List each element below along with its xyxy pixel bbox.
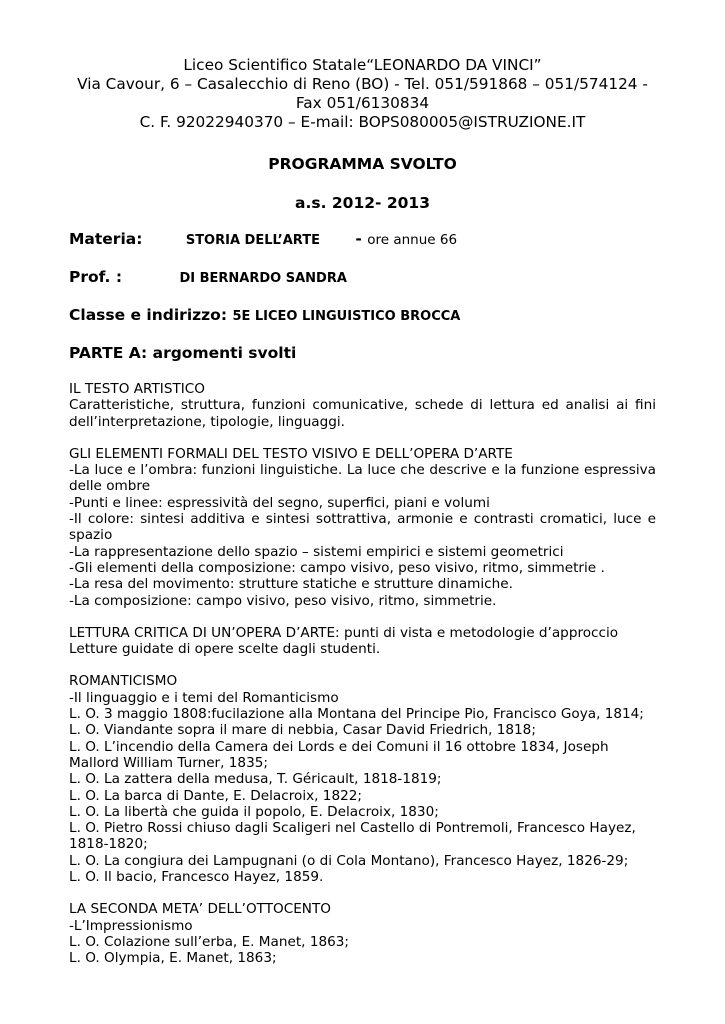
list-item: L. O. La barca di Dante, E. Delacroix, 1822; (69, 787, 362, 804)
list-item: -Il colore: sintesi additiva e sintesi sottrattiva, armonie e contrasti cromatici, luce e spazio (69, 511, 656, 544)
materia-hours: ore annue 66 (367, 232, 458, 248)
list-item: L. O. Viandante sopra il mare di nebbia, Casar David Friedrich, 1818; (69, 722, 536, 739)
section-seconda-meta-ottocento (69, 901, 656, 966)
list-item: -Il linguaggio e i temi del Romanticismo (69, 689, 339, 706)
list-item: L. O. 3 maggio 1808:fucilazione alla Montana del Principe Pio, Francisco Goya, 1814; (69, 706, 644, 723)
section-testo-artistico (69, 381, 656, 430)
materia-dash: - (355, 230, 362, 248)
prof-value: DI BERNARDO SANDRA (179, 271, 347, 286)
section-lettura-critica (69, 625, 656, 658)
school-address: Via Cavour, 6 – Casalecchio di Reno (BO) - Tel. 051/591868 – 051/574124 - (77, 75, 648, 93)
section-romanticismo (69, 673, 656, 885)
section-text: Letture guidate di opere scelte dagli studenti. (69, 641, 381, 658)
school-fiscal-email: C. F. 92022940370 – E-mail: BOPS080005@ISTRUZIONE.IT (139, 113, 586, 131)
section-heading: GLI ELEMENTI FORMALI DEL TESTO VISIVO E DELL’OPERA D’ARTE (69, 445, 513, 462)
section-heading: LA SECONDA META’ DELL’OTTOCENTO (69, 901, 331, 918)
list-item: L. O. Pietro Rossi chiuso dagli Scaligeri nel Castello di Pontremoli, Francesco Hayez, 1818-1820; (69, 820, 636, 853)
prof-label: Prof. : (69, 268, 123, 286)
list-item: L. O. Il bacio, Francesco Hayez, 1859. (69, 869, 324, 886)
list-item: L. O. La zattera della medusa, T. Géricault, 1818-1819; (69, 771, 442, 788)
list-item: -Gli elementi della composizione: campo visivo, peso visivo, ritmo, simmetrie . (69, 559, 605, 576)
materia-label: Materia: (69, 230, 143, 248)
school-header (69, 56, 656, 132)
prof-line (69, 267, 656, 289)
school-fax: Fax 051/6130834 (295, 94, 430, 112)
list-item: -L’Impressionismo (69, 917, 193, 934)
section-heading: ROMANTICISMO (69, 673, 178, 690)
school-year: a.s. 2012- 2013 (295, 194, 430, 212)
list-item: L. O. La congiura dei Lampugnani (o di Cola Montano), Francesco Hayez, 1826-29; (69, 852, 629, 869)
materia-value: STORIA DELL’ARTE (185, 233, 320, 248)
list-item: -La rappresentazione dello spazio – sistemi empirici e sistemi geometrici (69, 543, 564, 560)
section-elementi-formali (69, 446, 656, 609)
section-heading: IL TESTO ARTISTICO (69, 381, 205, 397)
document-title: PROGRAMMA SVOLTO (268, 155, 457, 173)
list-item: -La resa del movimento: strutture statiche e strutture dinamiche. (69, 576, 513, 593)
list-item: L. O. Olympia, E. Manet, 1863; (69, 950, 277, 967)
document-page (69, 56, 656, 967)
list-item: L. O. L’incendio della Camera dei Lords e dei Comuni il 16 ottobre 1834, Joseph Mallord William Turner, 1835; (69, 738, 609, 771)
list-item: L. O. La libertà che guida il popolo, E. Delacroix, 1830; (69, 803, 439, 820)
classe-line (69, 305, 656, 327)
list-item: -La composizione: campo visivo, peso visivo, ritmo, simmetrie. (69, 592, 497, 609)
school-name: Liceo Scientifico Statale“LEONARDO DA VINCI” (183, 56, 542, 74)
parte-a-heading: PARTE A: argomenti svolti (69, 344, 297, 362)
classe-value: 5E LICEO LINGUISTICO BROCCA (232, 309, 461, 324)
list-item: -Punti e linee: espressività del segno, superfici, piani e volumi (69, 494, 490, 511)
list-item: -La luce e l’ombra: funzioni linguistiche. La luce che descrive e la funzione espressiva delle ombre (69, 462, 656, 495)
section-heading: LETTURA CRITICA DI UN’OPERA D’ARTE: punti di vista e metodologie d’approccio (69, 624, 619, 641)
section-text: Caratteristiche, struttura, funzioni comunicative, schede di lettura ed analisi ai fini dell’interpretazione, tipologie, linguaggi. (69, 397, 656, 430)
classe-label: Classe e indirizzo: (69, 306, 228, 324)
materia-line (69, 229, 656, 251)
list-item: L. O. Colazione sull’erba, E. Manet, 1863; (69, 933, 349, 950)
